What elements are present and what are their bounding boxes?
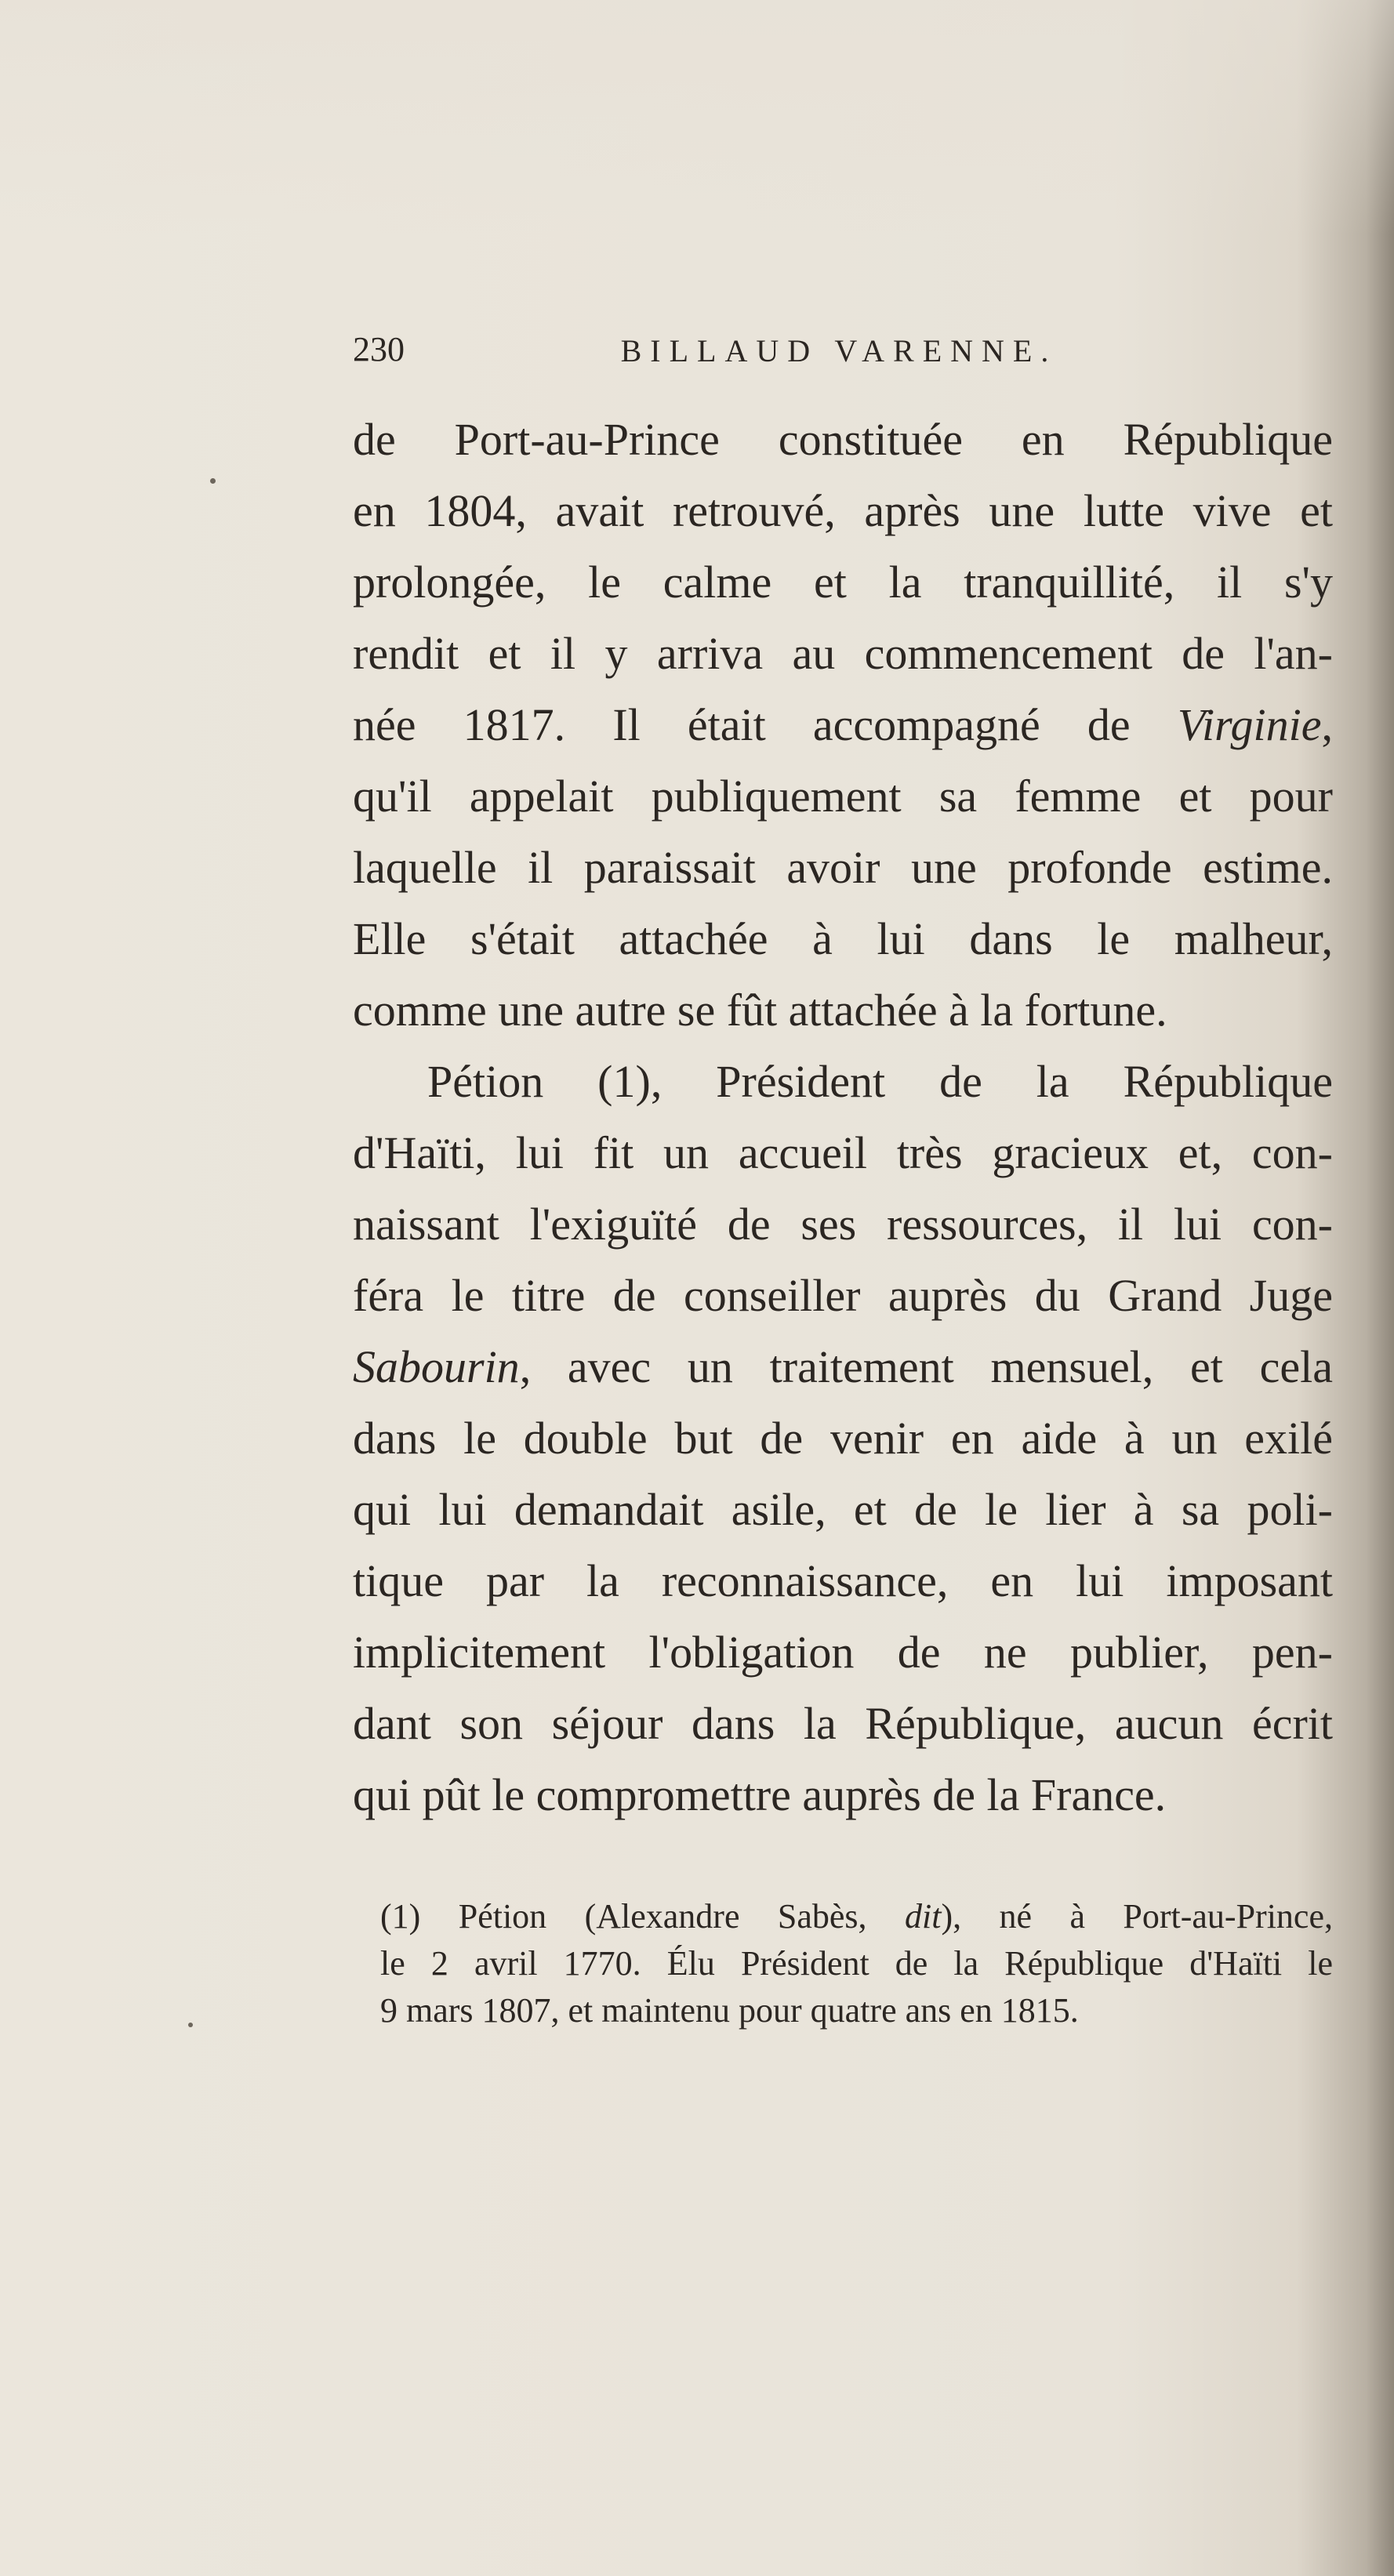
text-line [353,689,1333,760]
footnote-line: 9 mars 1807, et maintenu pour quatre ans en 1815. [380,1991,1079,2030]
text-line: dans le double but de venir en aide à un exilé [353,1413,1333,1464]
footnote-line: le 2 avril 1770. Élu Président de la République d'Haïti le [380,1944,1333,1983]
text-run: ), né à Port-au-Prince, [941,1897,1333,1936]
text-run: , [1321,699,1333,750]
text-line: laquelle il paraissait avoir une profonde estime. [353,842,1333,893]
italic-dit: dit [904,1897,942,1936]
text-line: rendit et il y arriva au commencement de l'an- [353,628,1333,679]
text-line: naissant l'exiguïté de ses ressources, il lui con- [353,1199,1333,1250]
text-line: dant son séjour dans la République, aucun écrit [353,1698,1333,1749]
text-line: féra le titre de conseiller auprès du Grand Juge [353,1270,1333,1321]
body-text [353,404,1333,1830]
text-line [353,1331,1333,1402]
text-line: tique par la reconnaissance, en lui imposant [353,1555,1333,1606]
text-line: qui lui demandait asile, et de le lier à sa poli- [353,1484,1333,1535]
footnote-line [380,1893,1333,1940]
paragraph-1 [353,404,1333,1046]
italic-name-sabourin: Sabourin [353,1341,520,1392]
text-line: de Port-au-Prince constituée en République [353,414,1333,465]
text-run: (1) Pétion (Alexandre Sabès, [380,1897,867,1936]
text-line: prolongée, le calme et la tranquillité, il s'y [353,557,1333,608]
text-line: en 1804, avait retrouvé, après une lutte vive et [353,485,1333,536]
paper-speck [210,478,216,484]
text-line: qui pût le compromettre auprès de la France. [353,1769,1167,1820]
paragraph-2 [353,1046,1333,1830]
footnote [380,1893,1333,2034]
paper-speck [188,2023,193,2027]
text-line: Pétion (1), Président de la République [427,1056,1333,1107]
italic-name-virginie: Virginie [1177,699,1322,750]
text-run: , avec un traitement mensuel, et cela [519,1341,1333,1392]
page-header [353,329,1325,376]
text-line: comme une autre se fût attachée à la fortune. [353,985,1167,1036]
text-line: d'Haïti, lui fit un accueil très gracieux et, con- [353,1127,1333,1178]
page-number: 230 [353,330,405,368]
text-line: qu'il appelait publiquement sa femme et pour [353,771,1333,822]
text-run: née 1817. Il était accompagné de [353,699,1131,750]
text-line: implicitement l'obligation de ne publier, pen- [353,1627,1333,1678]
page-shading [0,0,1394,235]
running-head: BILLAUD VARENNE. [620,333,1058,368]
text-line: Elle s'était attachée à lui dans le malheur, [353,913,1333,964]
